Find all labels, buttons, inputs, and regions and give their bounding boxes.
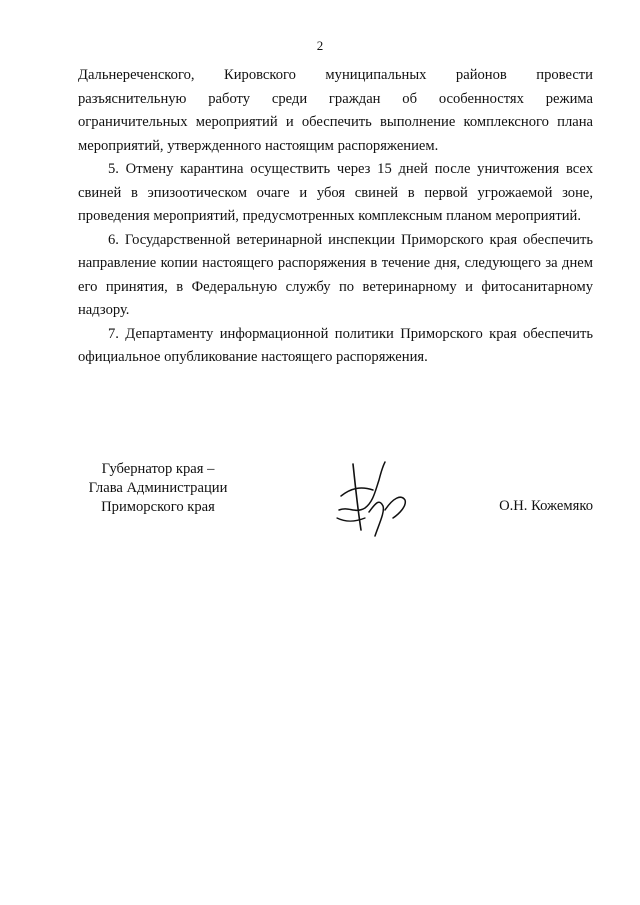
document-body: [78, 64, 593, 370]
signatory-name: О.Н. Кожемяко: [499, 498, 593, 514]
paragraph-item-7: 7. Департаменту информационной политики Приморского края обеспечить официальное опубликование настоящего распоряжения.: [78, 325, 593, 365]
paragraph-continuation: Дальнереченского, Кировского муниципальных районов провести разъяснительную работу среди граждан об особенностях режима ограничительных мероприятий и обеспечить выполнение комплексного плана мероприятий, утвержденного настоящим распоряжением.: [78, 67, 593, 154]
signatory-title-line: Приморского края: [101, 499, 215, 515]
signatory-title-line: Глава Администрации: [88, 480, 228, 496]
handwritten-signature: [335, 452, 415, 542]
page-number: 2: [316, 38, 324, 53]
signatory-title: [78, 460, 238, 517]
signatory-title-line: Губернатор края –: [101, 461, 215, 477]
paragraph-item-6: 6. Государственной ветеринарной инспекции Приморского края обеспечить направление копии настоящего распоряжения в течение дня, следующего за днем его принятия, в Федеральную службу по ветеринарному и фитосанитарному надзору.: [78, 231, 593, 318]
paragraph-item-5: 5. Отмену карантина осуществить через 15 дней после уничтожения всех свиней в эпизоотическом очаге и убоя свиней в первой угрожаемой зоне, проведения мероприятий, предусмотренных комплексным планом мероприятий.: [78, 161, 593, 224]
